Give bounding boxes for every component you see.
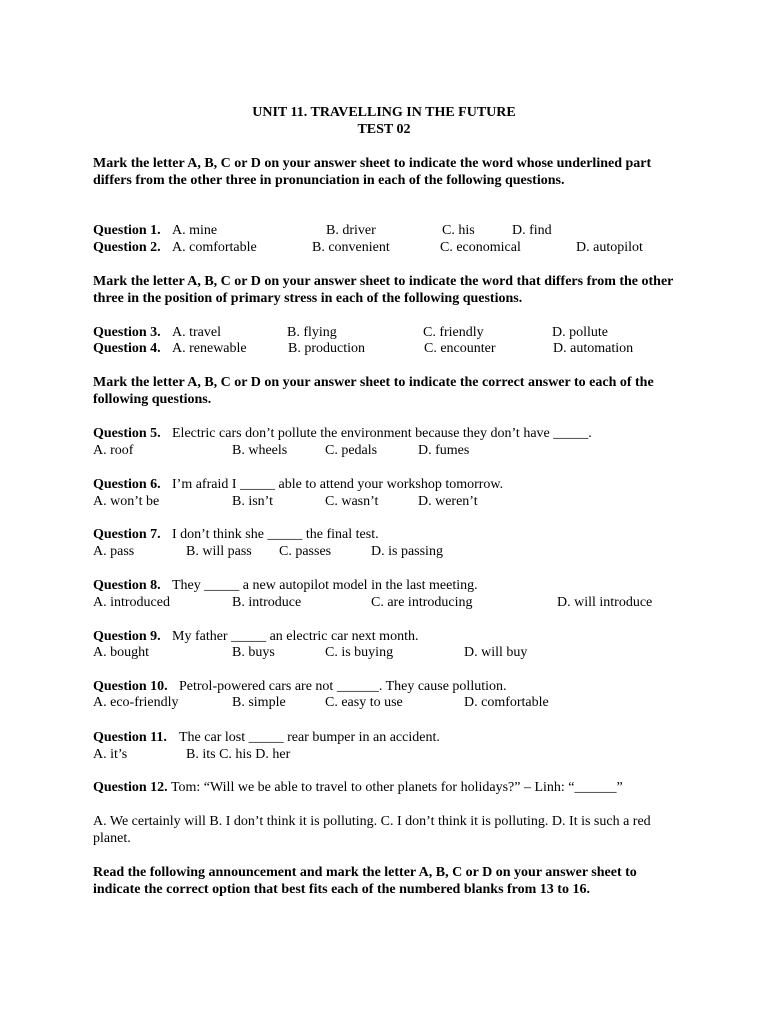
option-d: D. weren’t — [418, 494, 478, 509]
options-b-c-d: B. its C. his D. her — [186, 747, 291, 762]
question-text: They _____ a new autopilot model in the last meeting. — [172, 578, 478, 593]
option-d: D. automation — [553, 341, 634, 356]
question-5-stem — [93, 425, 693, 442]
question-6-stem — [93, 476, 693, 493]
question-number: Question 6. — [93, 477, 161, 492]
option-c: C. friendly — [423, 325, 484, 340]
question-10-stem — [93, 678, 693, 695]
option-b: B. wheels — [232, 443, 288, 458]
section4-instruction: Read the following announcement and mark the letter A, B, C or D on your answer sheet to indicate the correct option that best fits each of the numbered blanks from 13 to 16. — [93, 865, 637, 897]
document-subtitle: TEST 02 — [357, 122, 411, 137]
question-number: Question 1. — [93, 223, 161, 238]
option-b: B. simple — [232, 695, 286, 710]
question-text: Tom: “Will we be able to travel to other planets for holidays?” – Linh: “______” — [170, 780, 623, 795]
option-c: C. wasn’t — [325, 494, 379, 509]
question-7-stem — [93, 526, 693, 543]
question-11-options — [93, 746, 693, 763]
question-text: Electric cars don’t pollute the environment because they don’t have _____. — [172, 426, 592, 441]
option-a: A. eco-friendly — [93, 695, 179, 710]
question-9-options — [93, 644, 693, 661]
option-b: B. flying — [287, 325, 337, 340]
option-b: B. driver — [326, 223, 376, 238]
option-d: D. find — [512, 223, 552, 238]
question-number: Question 8. — [93, 578, 161, 593]
option-c: C. his — [442, 223, 475, 238]
question-number: Question 3. — [93, 325, 161, 340]
question-number: Question 2. — [93, 240, 161, 255]
option-c: C. is buying — [325, 645, 394, 660]
option-a: A. travel — [172, 325, 221, 340]
question-7-options — [93, 543, 693, 560]
option-a: A. bought — [93, 645, 149, 660]
option-a: A. won’t be — [93, 494, 160, 509]
option-d: D. is passing — [371, 544, 443, 559]
option-b: B. convenient — [312, 240, 390, 255]
question-1 — [93, 222, 693, 239]
question-number: Question 10. — [93, 679, 168, 694]
question-number: Question 12. — [93, 780, 168, 795]
option-a: A. it’s — [93, 747, 128, 762]
option-d: D. autopilot — [576, 240, 643, 255]
question-8-options — [93, 594, 693, 611]
question-8-stem — [93, 577, 693, 594]
option-d: D. pollute — [552, 325, 608, 340]
option-b: B. introduce — [232, 595, 302, 610]
question-number: Question 7. — [93, 527, 161, 542]
question-4 — [93, 340, 693, 357]
option-c: C. passes — [279, 544, 332, 559]
option-a: A. pass — [93, 544, 135, 559]
option-b: B. isn’t — [232, 494, 273, 509]
option-c: C. economical — [440, 240, 521, 255]
option-c: C. easy to use — [325, 695, 403, 710]
option-b: B. production — [288, 341, 365, 356]
option-c: C. pedals — [325, 443, 378, 458]
option-c: C. are introducing — [371, 595, 473, 610]
question-10-options — [93, 694, 693, 711]
option-a: A. introduced — [93, 595, 170, 610]
section1-instruction: Mark the letter A, B, C or D on your answer sheet to indicate the word whose underlined part differs from the other three in pronunciation in each of the following questions. — [93, 156, 652, 188]
question-5-options — [93, 442, 693, 459]
question-number: Question 4. — [93, 341, 161, 356]
question-3 — [93, 324, 693, 341]
question-number: Question 9. — [93, 629, 161, 644]
option-a: A. renewable — [172, 341, 247, 356]
question-number: Question 5. — [93, 426, 161, 441]
option-d: D. will buy — [464, 645, 528, 660]
question-2 — [93, 239, 693, 256]
question-text: My father _____ an electric car next month. — [172, 629, 419, 644]
option-a: A. roof — [93, 443, 134, 458]
question-number: Question 11. — [93, 730, 167, 745]
question-12-stem — [93, 779, 653, 796]
question-6-options — [93, 493, 693, 510]
option-b: B. buys — [232, 645, 275, 660]
question-12-options: A. We certainly will B. I don’t think it is polluting. C. I don’t think it is polluting. D. It is such a red planet. — [93, 814, 651, 846]
document-title: UNIT 11. TRAVELLING IN THE FUTURE — [252, 105, 516, 120]
option-a: A. mine — [172, 223, 218, 238]
section2-instruction: Mark the letter A, B, C or D on your answer sheet to indicate the word that differs from the other three in the position of primary stress in each of the following questions. — [93, 274, 674, 306]
question-text: I’m afraid I _____ able to attend your workshop tomorrow. — [172, 477, 504, 492]
question-text: The car lost _____ rear bumper in an accident. — [179, 730, 440, 745]
question-9-stem — [93, 628, 693, 645]
option-c: C. encounter — [424, 341, 496, 356]
question-text: Petrol-powered cars are not ______. They cause pollution. — [179, 679, 507, 694]
option-d: D. fumes — [418, 443, 470, 458]
option-d: D. will introduce — [557, 595, 653, 610]
question-text: I don’t think she _____ the final test. — [172, 527, 379, 542]
option-d: D. comfortable — [464, 695, 549, 710]
option-b: B. will pass — [186, 544, 252, 559]
option-a: A. comfortable — [172, 240, 257, 255]
question-11-stem — [93, 729, 693, 746]
section3-instruction: Mark the letter A, B, C or D on your answer sheet to indicate the correct answer to each of the following questions. — [93, 375, 654, 407]
